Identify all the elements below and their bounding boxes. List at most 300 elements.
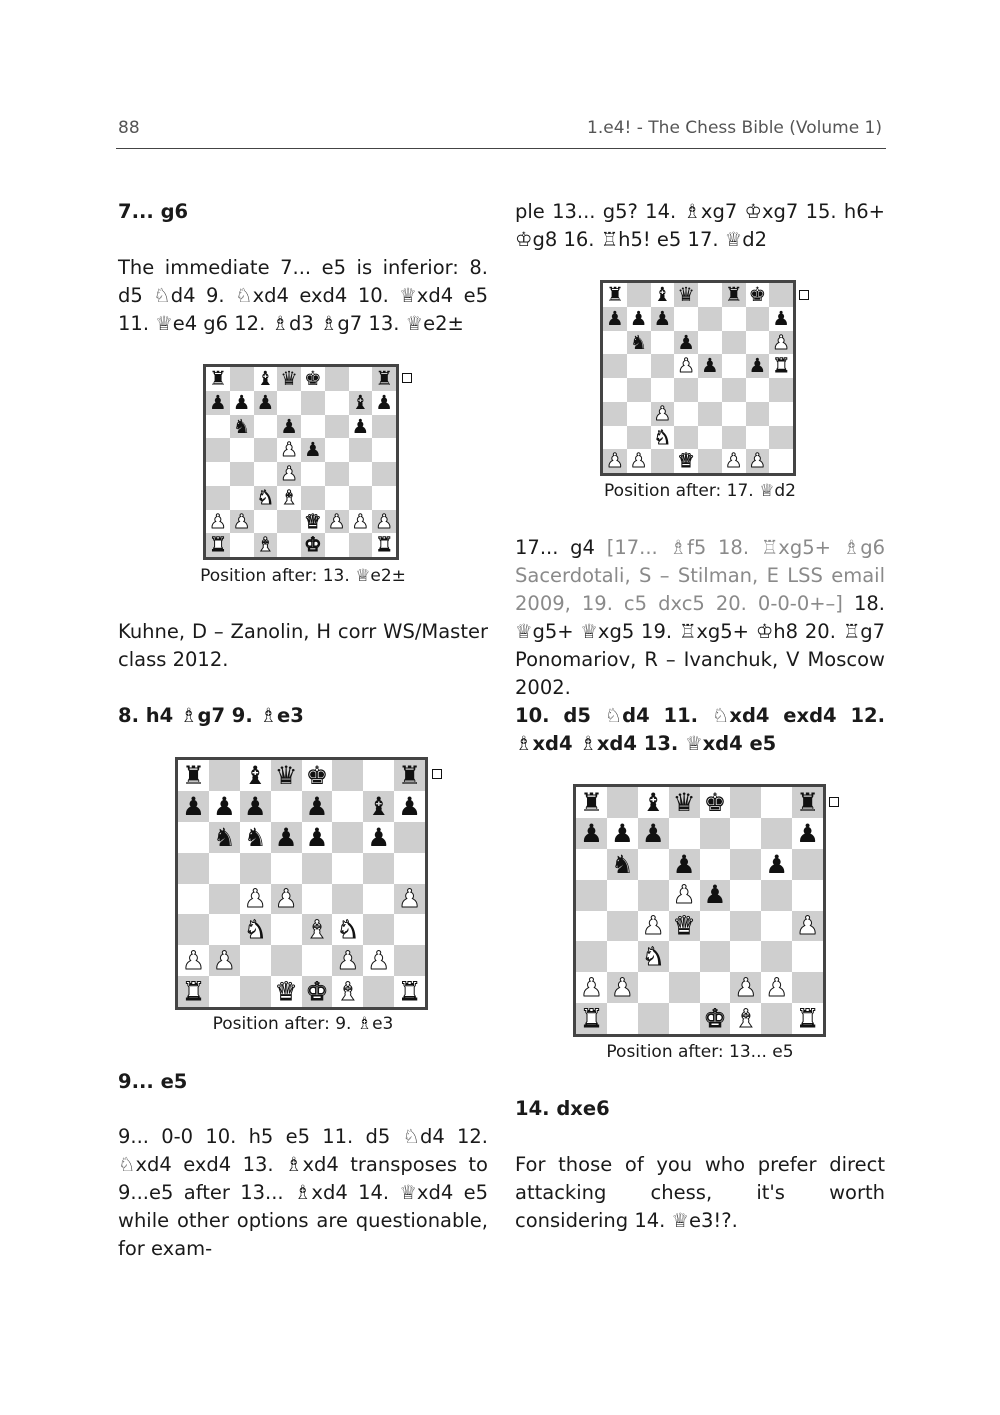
move-heading-14dxe6: 14. dxe6 [515, 1097, 610, 1120]
square-e3 [698, 402, 722, 426]
square-g7 [349, 391, 373, 415]
black-king-icon: ♚ [703, 787, 727, 817]
black-pawn-icon: ♟ [653, 306, 672, 330]
square-c6 [254, 415, 278, 439]
black-pawn-icon: ♟ [580, 818, 603, 848]
white-pawn-icon: ♟ [367, 946, 391, 976]
diagram-caption-1: Position after: 13. ♕e2± [200, 566, 406, 586]
square-h1 [372, 533, 396, 557]
black-pawn-icon: ♟ [182, 791, 205, 821]
square-b8 [230, 367, 254, 391]
white-pawn-icon: ♟ [182, 946, 205, 976]
chess-diagram-4 [573, 784, 826, 1037]
square-g6 [363, 822, 394, 853]
square-b1 [209, 976, 240, 1007]
square-e5 [698, 354, 722, 378]
white-pawn-icon: ♟ [327, 509, 346, 533]
black-queen-icon: ♛ [677, 283, 695, 307]
white-pawn-icon: ♟ [606, 449, 624, 473]
black-pawn-icon: ♟ [606, 306, 624, 330]
square-d2 [669, 972, 700, 1003]
square-g5 [746, 354, 770, 378]
square-h2 [769, 426, 793, 450]
black-knight-icon: ♞ [243, 822, 267, 852]
side-to-move-marker [432, 769, 442, 779]
black-knight-icon: ♞ [212, 822, 236, 852]
white-rook-icon: ♜ [375, 533, 393, 557]
black-pawn-icon: ♟ [280, 414, 298, 438]
black-pawn-icon: ♟ [274, 822, 298, 852]
square-e1 [698, 449, 722, 473]
square-g7 [363, 791, 394, 822]
square-f2 [730, 972, 761, 1003]
square-e8 [698, 283, 722, 307]
white-bishop-icon: ♝ [280, 485, 298, 509]
white-pawn-icon: ♟ [748, 449, 767, 473]
square-h2 [394, 945, 425, 976]
move-heading-9e5: 9... e5 [118, 1070, 188, 1093]
square-b6 [607, 849, 638, 880]
square-e5 [302, 853, 333, 884]
black-pawn-icon: ♟ [748, 354, 767, 378]
square-c3 [651, 402, 675, 426]
square-a2 [603, 426, 627, 450]
square-b8 [627, 283, 651, 307]
square-f7 [730, 818, 761, 849]
square-e4 [698, 378, 722, 402]
square-e4 [301, 462, 325, 486]
paragraph-immediate-e5: The immediate 7... e5 is inferior: 8. d5 ♘d4 9. ♘xd4 exd4 10. ♕xd4 e5 11. ♕e4 g6 12. ♗d3 ♗g7 13. ♕e2± [118, 256, 488, 335]
square-h6 [769, 331, 793, 355]
square-d5 [669, 880, 700, 911]
square-f6 [332, 822, 363, 853]
square-e2 [700, 972, 731, 1003]
square-a7 [206, 391, 230, 415]
black-pawn-icon: ♟ [305, 822, 329, 852]
black-pawn-icon: ♟ [398, 791, 421, 821]
square-f3 [332, 914, 363, 945]
black-rook-icon: ♜ [580, 787, 603, 817]
white-knight-icon: ♞ [243, 915, 267, 945]
square-h5 [792, 880, 823, 911]
square-f7 [332, 791, 363, 822]
white-pawn-icon: ♟ [280, 462, 298, 486]
square-c4 [651, 378, 675, 402]
square-h8 [792, 787, 823, 818]
square-g3 [761, 941, 792, 972]
white-bishop-icon: ♝ [256, 533, 275, 557]
square-e5 [301, 438, 325, 462]
page-number: 88 [118, 118, 140, 138]
chess-diagram-3 [600, 280, 796, 476]
square-h8 [372, 367, 396, 391]
black-pawn-icon: ♟ [796, 818, 819, 848]
square-f1 [332, 976, 363, 1007]
white-rook-icon: ♜ [580, 1003, 603, 1033]
square-e2 [301, 510, 325, 534]
square-e5 [700, 880, 731, 911]
square-c5 [651, 354, 675, 378]
square-a3 [576, 941, 607, 972]
black-rook-icon: ♜ [182, 760, 205, 790]
white-pawn-icon: ♟ [209, 509, 227, 533]
square-e7 [302, 791, 333, 822]
white-pawn-icon: ♟ [677, 354, 695, 378]
black-rook-icon: ♜ [606, 283, 624, 307]
white-pawn-icon: ♟ [580, 973, 603, 1003]
square-h7 [792, 818, 823, 849]
square-b8 [209, 760, 240, 791]
square-e4 [700, 911, 731, 942]
square-f4 [730, 911, 761, 942]
move-heading-10d5: 10. d5 ♘d4 11. ♘xd4 exd4 12. ♗xd4 ♗xd4 13. ♕xd4 e5 [515, 704, 885, 755]
white-rook-icon: ♜ [182, 976, 205, 1006]
side-to-move-marker [402, 373, 412, 383]
black-pawn-icon: ♟ [243, 791, 267, 821]
square-d3 [669, 941, 700, 972]
square-e7 [698, 307, 722, 331]
square-c3 [240, 914, 271, 945]
square-d4 [674, 378, 698, 402]
black-rook-icon: ♜ [398, 760, 421, 790]
white-pawn-icon: ♟ [351, 509, 370, 533]
square-b2 [209, 945, 240, 976]
black-pawn-icon: ♟ [375, 390, 393, 414]
square-a2 [206, 510, 230, 534]
black-pawn-icon: ♟ [701, 354, 719, 378]
square-f3 [730, 941, 761, 972]
square-f2 [332, 945, 363, 976]
square-h6 [372, 415, 396, 439]
square-e8 [301, 367, 325, 391]
square-b4 [627, 378, 651, 402]
square-h8 [769, 283, 793, 307]
square-f1 [325, 533, 349, 557]
black-bishop-icon: ♝ [351, 390, 370, 414]
white-pawn-icon: ♟ [734, 973, 758, 1003]
square-d6 [669, 849, 700, 880]
square-b1 [230, 533, 254, 557]
white-rook-icon: ♜ [209, 533, 227, 557]
square-a8 [178, 760, 209, 791]
square-h2 [372, 510, 396, 534]
square-g7 [761, 818, 792, 849]
white-bishop-icon: ♝ [336, 976, 360, 1006]
black-pawn-icon: ♟ [629, 306, 648, 330]
square-a1 [576, 1003, 607, 1034]
black-knight-icon: ♞ [610, 849, 634, 879]
black-knight-icon: ♞ [629, 330, 648, 354]
diagram-caption-2: Position after: 9. ♗e3 [212, 1014, 394, 1034]
page-header [116, 116, 886, 149]
square-h7 [394, 791, 425, 822]
square-h1 [769, 449, 793, 473]
square-g5 [761, 880, 792, 911]
square-b1 [627, 449, 651, 473]
square-a8 [206, 367, 230, 391]
square-c7 [651, 307, 675, 331]
square-f8 [332, 760, 363, 791]
square-g5 [349, 438, 373, 462]
square-f5 [730, 880, 761, 911]
square-e6 [301, 415, 325, 439]
square-f6 [730, 849, 761, 880]
square-a5 [178, 853, 209, 884]
square-g6 [761, 849, 792, 880]
black-pawn-icon: ♟ [351, 414, 370, 438]
diagram-caption-3: Position after: 17. ♕d2 [604, 481, 796, 501]
square-a5 [576, 880, 607, 911]
square-f4 [332, 884, 363, 915]
square-c6 [638, 849, 669, 880]
square-f5 [325, 438, 349, 462]
white-queen-icon: ♛ [274, 976, 298, 1006]
square-h1 [792, 1003, 823, 1034]
square-g1 [761, 1003, 792, 1034]
square-e3 [301, 486, 325, 510]
square-c5 [638, 880, 669, 911]
square-g5 [363, 853, 394, 884]
square-d5 [674, 354, 698, 378]
square-f1 [730, 1003, 761, 1034]
square-a3 [206, 486, 230, 510]
square-h3 [792, 941, 823, 972]
square-f3 [325, 486, 349, 510]
square-e8 [302, 760, 333, 791]
move-heading-7g6: 7... g6 [118, 200, 189, 223]
square-a8 [603, 283, 627, 307]
square-e6 [700, 849, 731, 880]
square-a4 [603, 378, 627, 402]
square-c1 [651, 449, 675, 473]
square-h3 [394, 914, 425, 945]
black-pawn-icon: ♟ [209, 390, 227, 414]
square-c8 [638, 787, 669, 818]
square-d7 [277, 391, 301, 415]
square-g2 [349, 510, 373, 534]
square-b7 [607, 818, 638, 849]
black-pawn-icon: ♟ [703, 880, 727, 910]
black-queen-icon: ♛ [280, 367, 298, 391]
variation-text: [17... ♗f5 18. ♖xg5+ ♗g6 Sacerdotali, S – Stilman, E LSS email 2009, 19. c5 dxc5 20. 0-0-0+–] [515, 536, 885, 615]
black-rook-icon: ♜ [209, 367, 227, 391]
black-pawn-icon: ♟ [232, 390, 251, 414]
square-d6 [277, 415, 301, 439]
white-pawn-icon: ♟ [610, 973, 634, 1003]
square-b3 [627, 402, 651, 426]
white-pawn-icon: ♟ [765, 973, 789, 1003]
square-g4 [746, 378, 770, 402]
square-c4 [638, 911, 669, 942]
square-g2 [761, 972, 792, 1003]
square-g1 [746, 449, 770, 473]
square-g1 [349, 533, 373, 557]
move-text-continued: 18. ♕g5+ ♕xg5 19. ♖xg5+ ♔h8 20. ♖g7 Ponomariov, R – Ivanchuk, V Moscow 2002. [515, 592, 885, 699]
black-bishop-icon: ♝ [367, 791, 391, 821]
square-h6 [394, 822, 425, 853]
black-king-icon: ♚ [748, 283, 767, 307]
black-pawn-icon: ♟ [212, 791, 236, 821]
white-king-icon: ♚ [304, 533, 322, 557]
square-h5 [372, 438, 396, 462]
square-d1 [271, 976, 302, 1007]
square-b3 [230, 486, 254, 510]
square-b3 [209, 914, 240, 945]
white-queen-icon: ♛ [672, 911, 696, 941]
square-c1 [638, 1003, 669, 1034]
square-h4 [394, 884, 425, 915]
black-rook-icon: ♜ [796, 787, 819, 817]
square-f8 [730, 787, 761, 818]
paragraph-direct-attacking: For those of you who prefer direct attacking chess, it's worth considering 14. ♕e3!?. [515, 1153, 885, 1232]
black-bishop-icon: ♝ [653, 283, 672, 307]
square-d1 [674, 449, 698, 473]
black-queen-icon: ♛ [274, 760, 298, 790]
square-g1 [363, 976, 394, 1007]
square-f1 [722, 449, 746, 473]
white-pawn-icon: ♟ [772, 330, 790, 354]
white-pawn-icon: ♟ [653, 401, 672, 425]
square-d8 [669, 787, 700, 818]
square-g3 [349, 486, 373, 510]
square-a3 [178, 914, 209, 945]
square-e1 [700, 1003, 731, 1034]
square-a7 [576, 818, 607, 849]
square-e6 [302, 822, 333, 853]
black-pawn-icon: ♟ [610, 818, 634, 848]
square-e1 [301, 533, 325, 557]
square-h7 [372, 391, 396, 415]
square-a8 [576, 787, 607, 818]
square-a6 [206, 415, 230, 439]
square-b7 [627, 307, 651, 331]
square-b3 [607, 941, 638, 972]
square-h8 [394, 760, 425, 791]
square-c3 [254, 486, 278, 510]
square-d1 [669, 1003, 700, 1034]
square-h2 [792, 972, 823, 1003]
square-h4 [769, 378, 793, 402]
square-c8 [240, 760, 271, 791]
square-b2 [607, 972, 638, 1003]
square-a1 [178, 976, 209, 1007]
square-b6 [230, 415, 254, 439]
square-a6 [603, 331, 627, 355]
paragraph-continuation: ple 13... g5? 14. ♗xg7 ♔xg7 15. h6+ ♔g8 16. ♖h5! e5 17. ♕d2 [515, 200, 885, 251]
square-f8 [722, 283, 746, 307]
black-knight-icon: ♞ [232, 414, 251, 438]
square-d7 [669, 818, 700, 849]
side-to-move-marker [829, 797, 839, 807]
white-king-icon: ♚ [305, 976, 329, 1006]
square-a4 [576, 911, 607, 942]
square-g8 [349, 367, 373, 391]
move-text: 17... g4 [515, 536, 595, 559]
black-queen-icon: ♛ [672, 787, 696, 817]
square-d4 [271, 884, 302, 915]
square-g8 [761, 787, 792, 818]
square-f8 [325, 367, 349, 391]
square-g2 [363, 945, 394, 976]
side-to-move-marker [799, 290, 809, 300]
white-pawn-icon: ♟ [212, 946, 236, 976]
square-d3 [674, 402, 698, 426]
square-c5 [254, 438, 278, 462]
square-f2 [325, 510, 349, 534]
square-g4 [363, 884, 394, 915]
square-c6 [651, 331, 675, 355]
square-a6 [178, 822, 209, 853]
diagram-caption-4: Position after: 13... e5 [606, 1042, 794, 1062]
square-a5 [206, 438, 230, 462]
square-d8 [271, 760, 302, 791]
square-c2 [240, 945, 271, 976]
white-knight-icon: ♞ [256, 485, 275, 509]
square-b6 [209, 822, 240, 853]
white-pawn-icon: ♟ [672, 880, 696, 910]
square-g3 [363, 914, 394, 945]
white-knight-icon: ♞ [653, 425, 672, 449]
square-g2 [746, 426, 770, 450]
white-bishop-icon: ♝ [305, 915, 329, 945]
square-f7 [722, 307, 746, 331]
square-c7 [240, 791, 271, 822]
square-h1 [394, 976, 425, 1007]
square-d8 [277, 367, 301, 391]
white-pawn-icon: ♟ [274, 884, 298, 914]
square-d5 [271, 853, 302, 884]
square-a2 [576, 972, 607, 1003]
square-a3 [603, 402, 627, 426]
square-c7 [254, 391, 278, 415]
square-e6 [698, 331, 722, 355]
square-c5 [240, 853, 271, 884]
black-pawn-icon: ♟ [641, 818, 665, 848]
white-pawn-icon: ♟ [724, 449, 743, 473]
black-pawn-icon: ♟ [305, 791, 329, 821]
game-reference-kuhne: Kuhne, D – Zanolin, H corr WS/Master class 2012. [118, 620, 488, 671]
square-b7 [230, 391, 254, 415]
black-pawn-icon: ♟ [672, 849, 696, 879]
square-a5 [603, 354, 627, 378]
square-f7 [325, 391, 349, 415]
black-pawn-icon: ♟ [304, 438, 322, 462]
white-knight-icon: ♞ [641, 942, 665, 972]
square-c8 [254, 367, 278, 391]
square-c6 [240, 822, 271, 853]
square-g6 [349, 415, 373, 439]
square-h3 [769, 402, 793, 426]
square-h5 [769, 354, 793, 378]
square-a2 [178, 945, 209, 976]
square-a1 [206, 533, 230, 557]
square-b2 [627, 426, 651, 450]
square-e2 [698, 426, 722, 450]
square-c3 [638, 941, 669, 972]
chess-diagram-1 [203, 364, 399, 560]
black-pawn-icon: ♟ [765, 849, 789, 879]
square-b5 [607, 880, 638, 911]
square-b5 [230, 438, 254, 462]
move-heading-8h4: 8. h4 ♗g7 9. ♗e3 [118, 704, 304, 727]
square-d2 [277, 510, 301, 534]
square-d3 [271, 914, 302, 945]
white-knight-icon: ♞ [336, 915, 360, 945]
square-f5 [332, 853, 363, 884]
square-f4 [325, 462, 349, 486]
white-pawn-icon: ♟ [629, 449, 648, 473]
square-h4 [372, 462, 396, 486]
